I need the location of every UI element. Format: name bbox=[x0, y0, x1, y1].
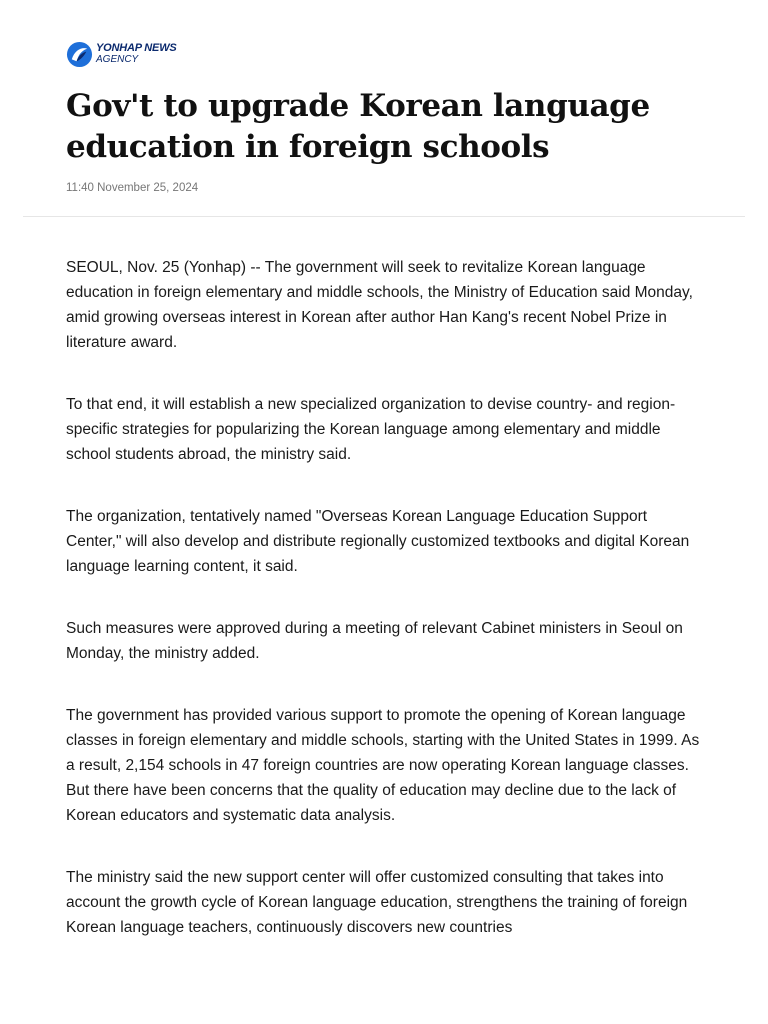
article-body bbox=[66, 255, 706, 977]
logo-text-line1: YONHAP NEWS bbox=[96, 42, 177, 54]
yonhap-logo-icon bbox=[66, 41, 93, 68]
article-paragraph: The organization, tentatively named "Overseas Korean Language Education Support Center," will also develop and distribute regionally customized textbooks and digital Korean language learning content, it said. bbox=[66, 508, 690, 575]
article-paragraph: The government has provided various support to promote the opening of Korean language classes in foreign elementary and middle schools, starting with the United States in 1999. As a result, 2,154 schools in 47 foreign countries are now operating Korean language classes. But there have been concerns that the quality of education may decline due to the lack of Korean educators and systematic data analysis. bbox=[66, 707, 700, 824]
logo-wordmark bbox=[96, 43, 177, 65]
yonhap-logo[interactable] bbox=[66, 40, 177, 68]
article-paragraph: SEOUL, Nov. 25 (Yonhap) -- The government will seek to revitalize Korean language education in foreign elementary and middle schools, the Ministry of Education said Monday, amid growing overseas interest in Korean after author Han Kang's recent Nobel Prize in literature award. bbox=[66, 259, 693, 351]
article-paragraph: Such measures were approved during a meeting of relevant Cabinet ministers in Seoul on Monday, the ministry added. bbox=[66, 620, 683, 662]
article-headline: Gov't to upgrade Korean language education in foreign schools bbox=[66, 88, 650, 165]
header-divider bbox=[23, 216, 745, 217]
article-paragraph: The ministry said the new support center will offer customized consulting that takes into account the growth cycle of Korean language education, strengthens the training of foreign Korean language teachers, continuously discovers new countries bbox=[66, 869, 688, 936]
article-timestamp: 11:40 November 25, 2024 bbox=[66, 182, 199, 194]
logo-text-line2: AGENCY bbox=[96, 54, 139, 65]
article-paragraph: To that end, it will establish a new specialized organization to devise country- and region-specific strategies for popularizing the Korean language among elementary and middle school students abroad, the ministry said. bbox=[66, 396, 676, 463]
